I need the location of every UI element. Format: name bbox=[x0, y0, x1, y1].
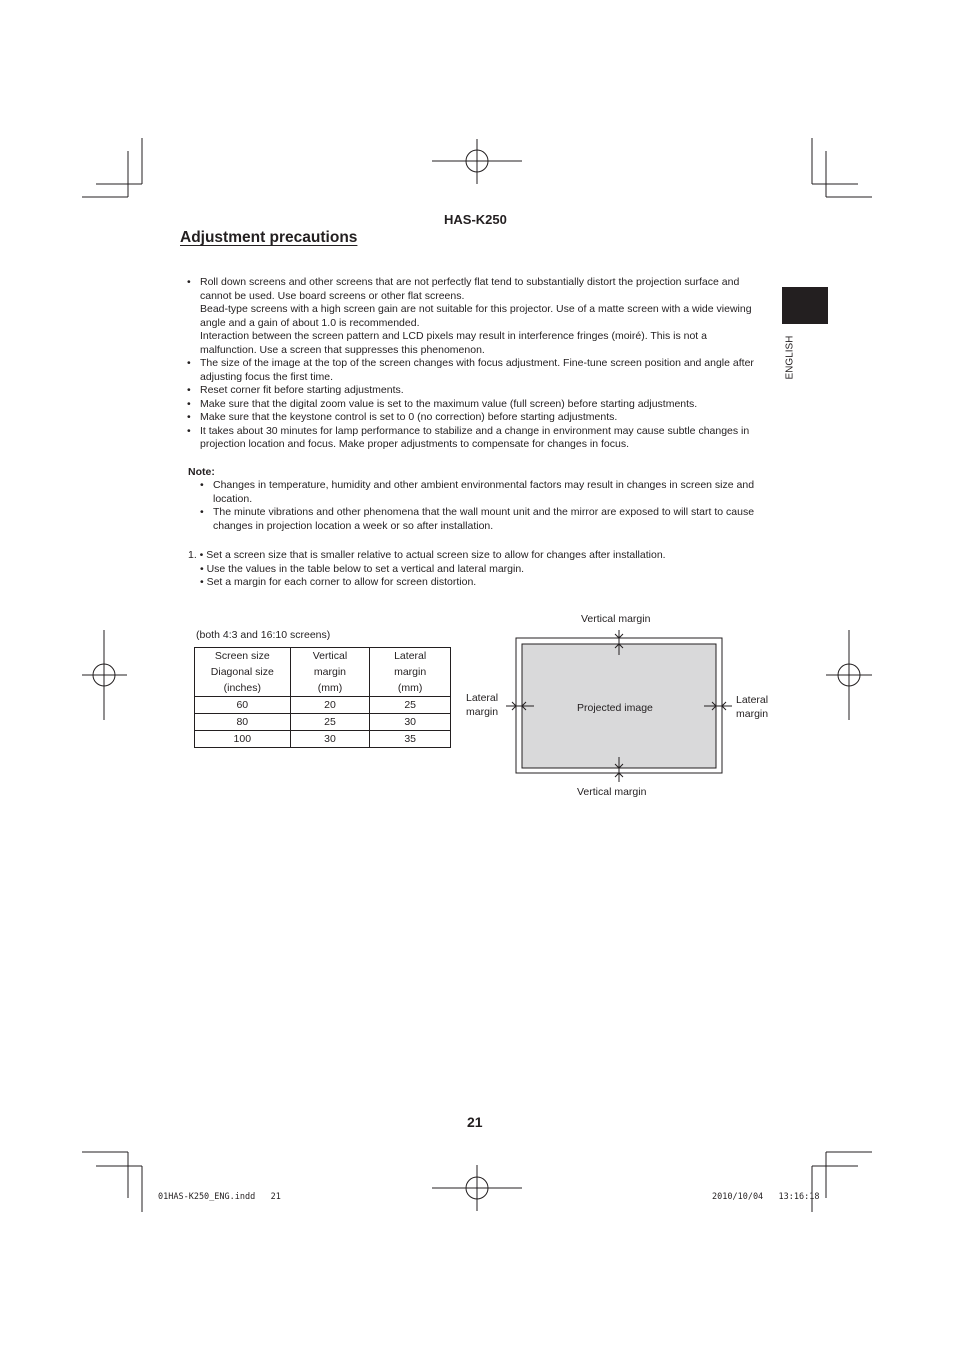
footer-timestamp: 2010/10/04 13:16:18 bbox=[712, 1192, 820, 1202]
list-item: • The minute vibrations and other phenomena that the wall mount unit and the mirror are exposed to will start to cause changes in projection location a week or so after installation. bbox=[200, 506, 760, 533]
table-cell: 30 bbox=[290, 731, 370, 748]
step-line: 1. • Set a screen size that is smaller relative to actual screen size to allow for changes after installation. bbox=[188, 549, 666, 561]
label-line: Lateral bbox=[466, 692, 499, 704]
list-item: • Make sure that the keystone control is set to 0 (no correction) before starting adjustments. bbox=[186, 411, 766, 425]
list-item: • Changes in temperature, humidity and other ambient environmental factors may result in changes in screen size and location. bbox=[200, 479, 760, 506]
header-line: Screen size bbox=[214, 650, 270, 662]
table-cell: 25 bbox=[290, 714, 370, 731]
right-margin-label bbox=[736, 693, 768, 721]
page-title: Adjustment precautions bbox=[180, 229, 358, 246]
bottom-margin-label: Vertical margin bbox=[577, 786, 647, 798]
header-line: Diagonal size bbox=[210, 666, 274, 678]
left-margin-label bbox=[466, 691, 498, 719]
step-line: • Use the values in the table below to set a vertical and lateral margin. bbox=[200, 562, 525, 575]
language-label: ENGLISH bbox=[784, 335, 796, 380]
header-line: (mm) bbox=[317, 682, 343, 694]
footer-filename: 01HAS-K250_ENG.indd 21 bbox=[158, 1192, 281, 1202]
label-line: margin bbox=[736, 708, 769, 720]
header-line: margin bbox=[313, 666, 347, 678]
list-item: • Roll down screens and other screens that are not perfectly flat tend to substantially distort the projection surface and cannot be used. Use board screens or other flat screens. bbox=[186, 276, 766, 303]
label-line: Lateral bbox=[736, 694, 769, 706]
list-item: • The size of the image at the top of the screen changes with focus adjustment. Fine-tune screen position and angle after adjusting focus the first time. bbox=[186, 357, 766, 384]
header-line: (mm) bbox=[397, 682, 423, 694]
projected-image-label: Projected image bbox=[577, 702, 653, 714]
table-cell: 80 bbox=[195, 714, 291, 731]
top-margin-label: Vertical margin bbox=[581, 613, 651, 625]
step-line: • Set a margin for each corner to allow for screen distortion. bbox=[200, 576, 477, 588]
header-line: Vertical bbox=[312, 650, 348, 662]
model-name: HAS-K250 bbox=[444, 212, 507, 227]
list-item: • Make sure that the digital zoom value is set to the maximum value (full screen) before starting adjustments. bbox=[186, 398, 766, 412]
list-item: • It takes about 30 minutes for lamp performance to stabilize and a change in environment may cause subtle changes in projection location and focus. Make proper adjustments to compensate for changes in focus. bbox=[186, 425, 766, 452]
table-cell: 35 bbox=[370, 731, 451, 748]
header-line: (inches) bbox=[223, 682, 261, 694]
page-number: 21 bbox=[467, 1114, 483, 1130]
header-line: margin bbox=[394, 666, 427, 678]
table-cell: 20 bbox=[290, 697, 370, 714]
table-cell: 100 bbox=[195, 731, 291, 748]
header-line: Lateral bbox=[394, 650, 427, 662]
note-heading: Note: bbox=[188, 466, 215, 478]
table-caption: (both 4:3 and 16:10 screens) bbox=[196, 629, 331, 641]
table-cell: 25 bbox=[370, 697, 451, 714]
list-item: • Reset corner fit before starting adjustments. bbox=[186, 384, 766, 398]
table-cell: 30 bbox=[370, 714, 451, 731]
list-item: Bead-type screens with a high screen gain are not suitable for this projector. Use of a matte screen with a wide viewing angle and a gain of about 1.0 is recommended. bbox=[200, 303, 752, 329]
list-item: Interaction between the screen pattern and LCD pixels may result in interference fringes (moiré). This is not a malfunction. Use a screen that suppresses this phenomenon. bbox=[200, 330, 707, 356]
table-cell: 60 bbox=[195, 697, 291, 714]
label-line: margin bbox=[466, 706, 499, 718]
